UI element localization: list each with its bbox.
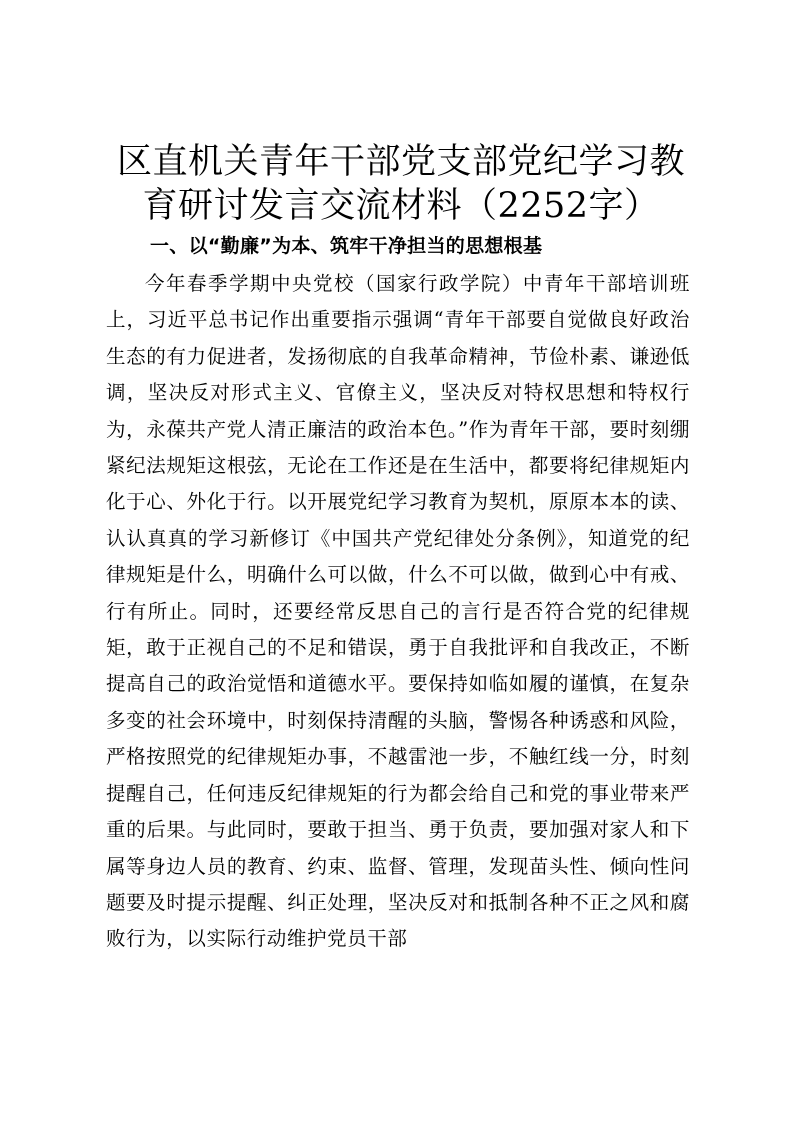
body-paragraph: 今年春季学期中央党校（国家行政学院）中青年干部培训班上，习近平总书记作出重要指示强调“青年干部要自觉做良好政治生态的有力促进者，发扬彻底的自我革命精神，节俭朴素、谦逊低调，坚决反对形式主义、官僚主义，坚决反对特权思想和特权行为，永葆共产党人清正廉洁的政治本色。”作为青年干部，要时刻绷紧纪法规矩这根弦，无论在工作还是在生活中，都要将纪律规矩内化于心、外化于行。以开展党纪学习教育为契机，原原本本的读、认认真真的学习新修订《中国共产党纪律处分条例》，知道党的纪律规矩是什么，明确什么可以做，什么不可以做，做到心中有戒、行有所止。同时，还要经常反思自己的言行是否符合党的纪律规矩，敢于正视自己的不足和错误，勇于自我批评和自我改正，不断提高自己的政治觉悟和道德水平。要保持如临如履的谨慎，在复杂多变的社会环境中，时刻保持清醒的头脑，警惕各种诱惑和风险，严格按照党的纪律规矩办事，不越雷池一步，不触红线一分，时刻提醒自己，任何违反纪律规矩的行为都会给自己和党的事业带来严重的后果。与此同时，要敢于担当、勇于负责，要加强对家人和下属等身边人员的教育、约束、监督、管理，发现苗头性、倾向性问题要及时提示提醒、纠正处理，坚决反对和抵制各种不正之风和腐败行为，以实际行动维护党员干部 bbox=[106, 272, 690, 951]
section-heading: 一、以“勤廉”为本、筑牢干净担当的思想根基 bbox=[150, 235, 543, 257]
document-title: 区直机关青年干部党支部党纪学习教育研讨发言交流材料（2252字） bbox=[116, 142, 685, 226]
